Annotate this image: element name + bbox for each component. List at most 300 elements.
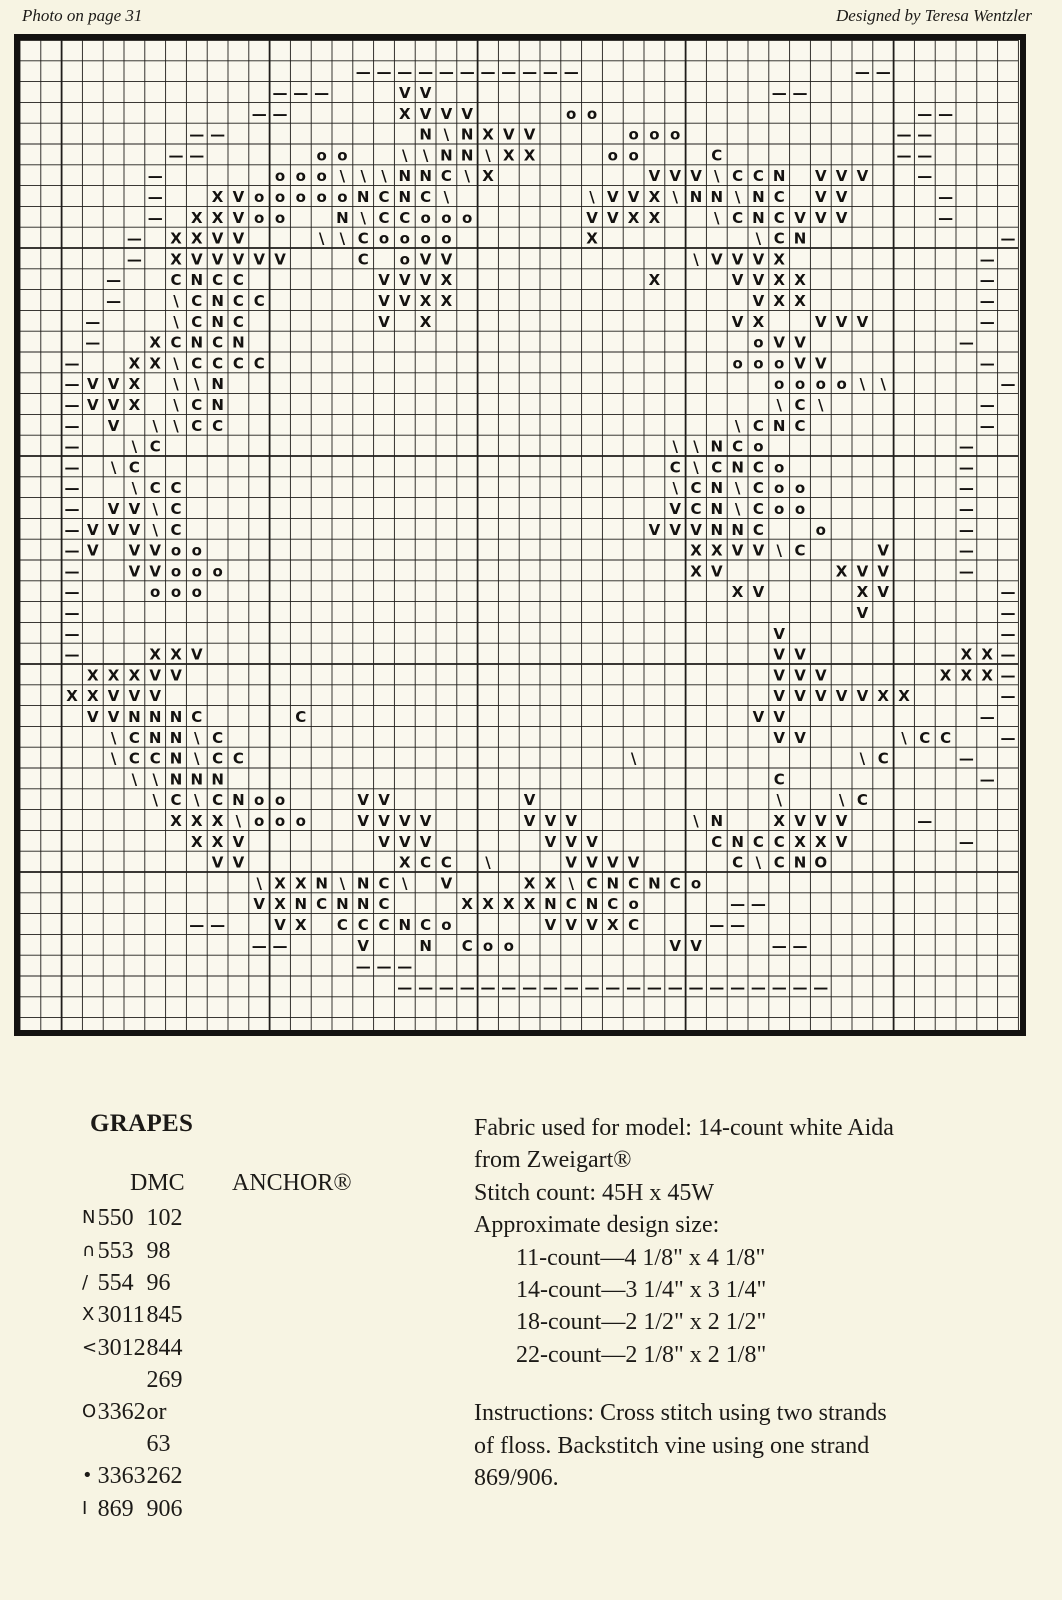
chart-stitch-symbol: C	[919, 728, 931, 747]
chart-stitch-symbol: V	[128, 500, 141, 518]
designer-credit: Designed by Teresa Wentzler	[836, 6, 1032, 25]
chart-stitch-symbol: V	[523, 812, 536, 830]
chart-stitch-symbol: N	[169, 708, 183, 726]
chart-stitch-symbol: \	[630, 749, 637, 768]
chart-stitch-symbol: o	[482, 936, 494, 955]
chart-stitch-symbol: —	[189, 125, 205, 144]
chart-stitch-symbol: V	[107, 520, 120, 539]
chart-stitch-symbol: N	[211, 292, 224, 310]
chart-stitch-symbol: \	[901, 728, 907, 747]
chart-stitch-symbol: X	[482, 895, 494, 914]
chart-stitch-symbol: \	[485, 146, 491, 165]
chart-stitch-symbol: C	[732, 437, 744, 456]
chart-stitch-symbol: o	[628, 895, 639, 914]
chart-stitch-symbol: V	[398, 832, 411, 851]
chart-stitch-symbol: —	[979, 292, 995, 310]
chart-stitch-symbol: V	[232, 208, 245, 227]
chart-stitch-symbol: C	[752, 520, 764, 539]
chart-stitch-symbol: V	[398, 812, 411, 830]
chart-stitch-symbol: —	[1000, 229, 1016, 248]
chart-stitch-symbol: —	[750, 895, 766, 914]
chart-stitch-symbol: \	[818, 396, 824, 414]
chart-stitch-symbol: —	[522, 63, 538, 82]
chart-stitch-symbol: \	[339, 167, 346, 186]
chart-stitch-symbol: V	[211, 853, 224, 872]
chart-stitch-symbol: N	[460, 125, 474, 144]
chart-stitch-symbol: V	[856, 687, 869, 706]
chart-stitch-symbol: \	[194, 749, 200, 768]
chart-stitch-symbol: C	[461, 936, 473, 955]
chart-stitch-symbol: \	[173, 416, 179, 435]
chart-stitch-symbol: C	[191, 416, 203, 435]
chart-stitch-symbol: \	[714, 208, 720, 227]
chart-stitch-symbol: V	[378, 271, 390, 290]
chart-stitch-symbol: X	[211, 188, 224, 206]
chart-stitch-symbol: \	[443, 125, 450, 144]
chart-stitch-symbol: —	[667, 978, 683, 997]
chart-stitch-symbol: —	[126, 229, 142, 248]
chart-stitch-symbol: C	[565, 895, 577, 914]
chart-stitch-symbol: V	[794, 645, 806, 664]
chart-stitch-symbol: —	[542, 978, 558, 997]
chart-stitch-symbol: \	[339, 229, 346, 248]
chart-stitch-symbol: X	[752, 312, 765, 331]
dmc-column-header: DMC	[130, 1170, 185, 1196]
instructions-block	[474, 1112, 974, 1494]
chart-stitch-symbol: o	[295, 167, 306, 186]
chart-stitch-symbol: V	[586, 853, 598, 872]
chart-stitch-symbol: o	[649, 125, 660, 144]
chart-stitch-symbol: \	[755, 229, 762, 248]
key-dmc-number: 3012	[97, 1334, 146, 1361]
chart-stitch-symbol: X	[648, 188, 661, 206]
chart-stitch-symbol: —	[376, 957, 392, 976]
chart-stitch-symbol: —	[979, 271, 995, 290]
chart-stitch-symbol: V	[440, 250, 453, 269]
chart-stitch-symbol: o	[378, 229, 390, 248]
chart-stitch-symbol: C	[752, 832, 764, 851]
key-row	[82, 1332, 185, 1364]
key-row	[82, 1202, 185, 1234]
chart-stitch-symbol: —	[896, 146, 912, 165]
chart-stitch-symbol: —	[646, 978, 662, 997]
key-row	[82, 1267, 185, 1299]
cross-stitch-chart	[14, 34, 1026, 1036]
chart-stitch-symbol: C	[940, 728, 952, 747]
key-symbol: N	[82, 1207, 96, 1229]
chart-stitch-symbol: C	[440, 167, 452, 186]
key-symbol: O	[82, 1400, 97, 1422]
chart-stitch-symbol: —	[189, 916, 205, 934]
chart-stitch-symbol: o	[815, 375, 826, 394]
size-11-count: 11-count—4 1/8" x 4 1/8"	[516, 1244, 766, 1271]
chart-stitch-symbol: X	[586, 229, 598, 248]
chart-stitch-symbol: X	[856, 583, 869, 602]
chart-grid	[20, 40, 1020, 1030]
chart-stitch-symbol: o	[212, 562, 223, 581]
chart-stitch-symbol: o	[254, 812, 265, 830]
chart-stitch-symbol: V	[232, 853, 245, 872]
chart-stitch-symbol: —	[106, 271, 122, 290]
chart-stitch-symbol: —	[1000, 604, 1016, 622]
chart-stitch-symbol: V	[128, 520, 141, 539]
chart-stitch-symbol: C	[378, 916, 390, 934]
size-14-count: 14-count—3 1/4" x 3 1/4"	[516, 1277, 767, 1304]
chart-stitch-symbol: N	[128, 708, 141, 726]
chart-stitch-symbol: V	[107, 375, 120, 394]
chart-stitch-symbol: X	[211, 832, 224, 851]
chart-stitch-symbol: \	[859, 749, 866, 768]
chart-stitch-symbol: X	[211, 208, 224, 227]
chart-stitch-symbol: \	[776, 541, 782, 560]
chart-stitch-symbol: \	[360, 208, 366, 227]
chart-stitch-symbol: V	[107, 396, 120, 414]
chart-stitch-symbol: —	[979, 770, 995, 789]
chart-stitch-symbol: —	[64, 437, 80, 456]
chart-stitch-symbol: C	[149, 749, 161, 768]
chart-stitch-symbol: X	[523, 895, 536, 914]
chart-stitch-symbol: o	[774, 375, 785, 394]
chart-stitch-symbol: —	[106, 292, 122, 310]
chart-stitch-symbol: o	[690, 874, 702, 893]
chart-stitch-symbol: —	[979, 416, 995, 435]
chart-stitch-symbol: \	[152, 791, 158, 810]
chart-stitch-symbol: —	[958, 500, 974, 518]
chart-stitch-symbol: V	[419, 271, 432, 290]
chart-stitch-symbol: C	[191, 396, 203, 414]
size-18-count: 18-count—2 1/2" x 2 1/2"	[516, 1309, 767, 1336]
chart-stitch-symbol: \	[464, 167, 470, 186]
chart-stitch-symbol: \	[339, 874, 346, 893]
chart-stitch-symbol: C	[378, 874, 390, 893]
instructions-line-3: 869/906.	[474, 1465, 559, 1492]
chart-stitch-symbol: C	[191, 292, 203, 310]
chart-stitch-symbol: —	[917, 167, 933, 186]
chart-stitch-symbol: V	[877, 541, 890, 560]
chart-stitch-symbol: C	[170, 500, 182, 518]
chart-stitch-symbol: —	[147, 188, 163, 206]
chart-stitch-symbol: X	[794, 832, 806, 851]
chart-stitch-symbol: o	[670, 125, 681, 144]
chart-stitch-symbol: —	[293, 84, 309, 102]
chart-stitch-symbol: \	[194, 791, 200, 810]
key-dmc-number: 3011	[97, 1302, 145, 1329]
chart-stitch-symbol: N	[419, 125, 432, 144]
chart-stitch-symbol: o	[566, 104, 577, 123]
chart-stitch-symbol: V	[357, 936, 370, 955]
key-anchor-number: 845	[146, 1302, 183, 1329]
chart-stitch-symbol: N	[190, 271, 204, 290]
chart-stitch-symbol: o	[753, 354, 764, 373]
chart-stitch-symbol: —	[938, 188, 954, 206]
chart-stitch-symbol: V	[814, 812, 827, 830]
chart-stitch-symbol: X	[711, 541, 723, 560]
chart-stitch-symbol: —	[1000, 624, 1016, 643]
chart-stitch-symbol: V	[835, 832, 848, 851]
chart-stitch-symbol: V	[731, 250, 744, 269]
chart-stitch-symbol: —	[563, 978, 579, 997]
chart-stitch-symbol: C	[170, 791, 182, 810]
chart-stitch-symbol: \	[173, 375, 179, 394]
chart-stitch-symbol: C	[711, 832, 723, 851]
chart-stitch-symbol: o	[191, 541, 202, 560]
chart-stitch-symbol: —	[730, 895, 746, 914]
chart-stitch-symbol: —	[459, 63, 475, 82]
chart-stitch-symbol: V	[710, 250, 723, 269]
chart-stitch-symbol: C	[773, 832, 785, 851]
chart-stitch-symbol: —	[854, 63, 870, 82]
chart-stitch-symbol: —	[979, 354, 995, 373]
chart-stitch-symbol: V	[773, 333, 786, 352]
chart-stitch-symbol: V	[814, 666, 827, 685]
chart-stitch-symbol: o	[316, 146, 327, 165]
chart-stitch-symbol: V	[794, 728, 806, 747]
chart-stitch-symbol: C	[357, 250, 369, 269]
chart-stitch-symbol: V	[669, 500, 682, 518]
chart-stitch-symbol: V	[773, 624, 786, 643]
chart-stitch-symbol: N	[710, 479, 724, 498]
chart-stitch-symbol: \	[194, 375, 200, 394]
chart-stitch-symbol: \	[381, 167, 387, 186]
stitch-count: Stitch count: 45H x 45W	[474, 1179, 714, 1206]
chart-stitch-symbol: N	[148, 728, 162, 747]
chart-stitch-symbol: \	[402, 146, 408, 165]
chart-stitch-symbol: V	[669, 167, 682, 186]
chart-stitch-symbol: X	[107, 666, 120, 685]
chart-stitch-symbol: V	[378, 292, 390, 310]
chart-stitch-symbol: \	[256, 874, 262, 893]
chart-stitch-symbol: —	[750, 978, 766, 997]
key-dmc-number: 554	[97, 1269, 134, 1296]
chart-stitch-symbol: C	[336, 916, 348, 934]
chart-stitch-symbol: X	[87, 666, 99, 685]
chart-stitch-symbol: C	[232, 749, 244, 768]
chart-stitch-symbol: X	[773, 250, 785, 269]
chart-stitch-symbol: o	[836, 375, 847, 394]
chart-stitch-symbol: —	[730, 916, 746, 934]
chart-stitch-symbol: V	[544, 832, 557, 851]
chart-stitch-symbol: V	[627, 188, 640, 206]
chart-stitch-symbol: V	[190, 645, 203, 664]
chart-stitch-symbol: X	[731, 583, 744, 602]
chart-stitch-symbol: V	[835, 167, 848, 186]
chart-stitch-symbol: V	[419, 812, 432, 830]
chart-stitch-symbol: N	[190, 333, 204, 352]
chart-stitch-symbol: X	[211, 812, 224, 830]
chart-stitch-symbol: \	[173, 312, 179, 331]
chart-stitch-symbol: —	[958, 541, 974, 560]
chart-stitch-symbol: V	[606, 208, 619, 227]
chart-stitch-symbol: X	[461, 895, 473, 914]
chart-stitch-symbol: C	[232, 312, 244, 331]
chart-stitch-symbol: N	[710, 520, 724, 539]
chart-stitch-symbol: C	[212, 333, 224, 352]
chart-stitch-symbol: N	[793, 853, 807, 872]
chart-stitch-symbol: C	[773, 853, 785, 872]
chart-stitch-symbol: V	[856, 167, 869, 186]
chart-stitch-symbol: o	[170, 541, 182, 560]
chart-stitch-symbol: N	[544, 895, 557, 914]
chart-stitch-symbol: N	[419, 936, 432, 955]
chart-stitch-symbol: —	[314, 84, 330, 102]
chart-stitch-symbol: X	[690, 562, 702, 581]
chart-stitch-symbol: N	[793, 229, 807, 248]
chart-stitch-symbol: \	[672, 188, 678, 206]
chart-stitch-symbol: V	[378, 812, 390, 830]
chart-stitch-symbol: —	[584, 978, 600, 997]
chart-stitch-symbol: —	[522, 978, 538, 997]
chart-stitch-symbol: o	[316, 188, 327, 206]
chart-stitch-symbol: \	[110, 728, 117, 747]
chart-stitch-symbol: V	[856, 312, 869, 331]
chart-stitch-symbol: X	[170, 250, 182, 269]
chart-stitch-symbol: —	[979, 708, 995, 726]
chart-stitch-symbol: V	[586, 916, 598, 934]
chart-stitch-symbol: C	[253, 354, 265, 373]
chart-stitch-symbol: C	[420, 916, 432, 934]
chart-stitch-symbol: —	[64, 416, 80, 435]
chart-stitch-symbol: \	[734, 188, 741, 206]
key-anchor-number: 98	[146, 1237, 171, 1264]
chart-stitch-symbol: \	[693, 458, 699, 477]
chart-stitch-symbol: V	[669, 936, 682, 955]
chart-stitch-symbol: C	[212, 791, 224, 810]
chart-stitch-symbol: o	[274, 167, 286, 186]
color-key	[82, 1110, 352, 1522]
chart-stitch-symbol: V	[149, 666, 162, 685]
chart-stitch-symbol: V	[565, 812, 578, 830]
chart-stitch-symbol: V	[710, 562, 723, 581]
chart-stitch-symbol: —	[605, 978, 621, 997]
key-anchor-number: 96	[146, 1269, 171, 1296]
chart-stitch-symbol: —	[147, 167, 163, 186]
chart-stitch-symbol: X	[128, 666, 141, 685]
chart-stitch-symbol: V	[856, 562, 869, 581]
chart-stitch-symbol: V	[398, 271, 411, 290]
chart-stitch-symbol: —	[771, 936, 787, 955]
chart-stitch-symbol: V	[378, 312, 390, 331]
chart-stitch-symbol: X	[773, 292, 785, 310]
key-symbol: ∩	[82, 1239, 96, 1261]
chart-stitch-symbol: N	[190, 770, 204, 789]
chart-stitch-symbol: V	[835, 208, 848, 227]
key-title: GRAPES	[90, 1110, 194, 1137]
chart-stitch-symbol: X	[503, 895, 515, 914]
chart-stitch-symbol: V	[814, 208, 827, 227]
chart-stitch-symbol: X	[523, 146, 536, 165]
chart-stitch-symbol: V	[232, 229, 245, 248]
chart-stitch-symbol: —	[875, 63, 891, 82]
chart-stitch-symbol: N	[211, 375, 224, 394]
chart-stitch-symbol: —	[958, 749, 974, 768]
key-dmc-number: 3363	[97, 1463, 146, 1490]
chart-stitch-symbol: X	[482, 125, 494, 144]
chart-stitch-symbol: \	[568, 874, 574, 893]
size-22-count: 22-count—2 1/8" x 2 1/8"	[516, 1341, 767, 1368]
key-dmc-number: 553	[97, 1237, 134, 1264]
chart-stitch-symbol: X	[482, 167, 494, 186]
chart-stitch-symbol: C	[128, 728, 140, 747]
chart-stitch-symbol: X	[191, 832, 203, 851]
chart-stitch-symbol: o	[503, 936, 514, 955]
chart-stitch-symbol: V	[357, 812, 370, 830]
chart-stitch-symbol: N	[606, 874, 620, 893]
chart-stitch-symbol: V	[149, 541, 162, 560]
chart-stitch-symbol: X	[170, 229, 182, 248]
chart-stitch-symbol: C	[191, 708, 203, 726]
chart-stitch-symbol: —	[542, 63, 558, 82]
chart-stitch-symbol: V	[86, 520, 99, 539]
chart-stitch-symbol: N	[710, 812, 724, 830]
chart-stitch-symbol: o	[607, 146, 618, 165]
chart-stitch-symbol: X	[295, 916, 307, 934]
chart-stitch-symbol: X	[523, 874, 536, 893]
chart-stitch-symbol: X	[419, 312, 432, 331]
chart-stitch-symbol: C	[212, 271, 224, 290]
chart-stitch-symbol: \	[152, 770, 158, 789]
chart-stitch-symbol: —	[64, 562, 80, 581]
chart-stitch-symbol: —	[355, 63, 371, 82]
chart-stitch-symbol: C	[357, 229, 369, 248]
chart-stitch-symbol: V	[378, 791, 390, 810]
key-anchor-number: 262	[146, 1463, 183, 1490]
chart-stitch-symbol: V	[731, 541, 744, 560]
chart-stitch-symbol: C	[170, 333, 182, 352]
chart-stitch-symbol: \	[131, 437, 138, 456]
chart-stitch-symbol: o	[274, 812, 286, 830]
chart-stitch-symbol: C	[752, 458, 764, 477]
chart-stitch-symbol: N	[710, 188, 724, 206]
chart-stitch-symbol: \	[838, 791, 845, 810]
chart-stitch-symbol: X	[544, 874, 557, 893]
chart-stitch-symbol: X	[877, 687, 889, 706]
chart-stitch-symbol: \	[110, 749, 117, 768]
chart-stitch-symbol: \	[131, 770, 138, 789]
chart-stitch-symbol: V	[690, 520, 702, 539]
chart-stitch-symbol: V	[544, 812, 557, 830]
chart-stitch-symbol: o	[274, 208, 286, 227]
chart-stitch-symbol: —	[64, 354, 80, 373]
chart-stitch-symbol: —	[376, 63, 392, 82]
chart-stitch-symbol: V	[107, 500, 120, 518]
chart-stitch-symbol: C	[752, 479, 764, 498]
chart-stitch-symbol: V	[606, 853, 619, 872]
chart-stitch-symbol: X	[898, 687, 910, 706]
chart-stitch-symbol: N	[398, 188, 412, 206]
chart-stitch-symbol: N	[356, 874, 370, 893]
chart-stitch-symbol: —	[563, 63, 579, 82]
key-header	[130, 1170, 430, 1200]
chart-stitch-symbol: V	[128, 562, 141, 581]
chart-stitch-symbol: X	[960, 645, 973, 664]
key-row	[82, 1234, 185, 1266]
chart-stitch-symbol: O	[814, 853, 828, 872]
chart-stitch-symbol: —	[64, 396, 80, 414]
chart-stitch-symbol: —	[168, 146, 184, 165]
chart-stitch-symbol: V	[835, 188, 848, 206]
chart-stitch-symbol: V	[856, 604, 869, 622]
chart-stitch-symbol: N	[336, 208, 349, 227]
chart-stitch-symbol: o	[420, 229, 431, 248]
chart-stitch-symbol: —	[480, 63, 496, 82]
chart-stitch-symbol: C	[316, 895, 328, 914]
chart-stitch-symbol: —	[979, 312, 995, 331]
chart-stitch-symbol: —	[958, 437, 974, 456]
chart-stitch-symbol: X	[128, 375, 141, 394]
chart-stitch-symbol: o	[254, 188, 265, 206]
chart-stitch-symbol: C	[232, 354, 244, 373]
chart-stitch-symbol: \	[318, 229, 325, 248]
